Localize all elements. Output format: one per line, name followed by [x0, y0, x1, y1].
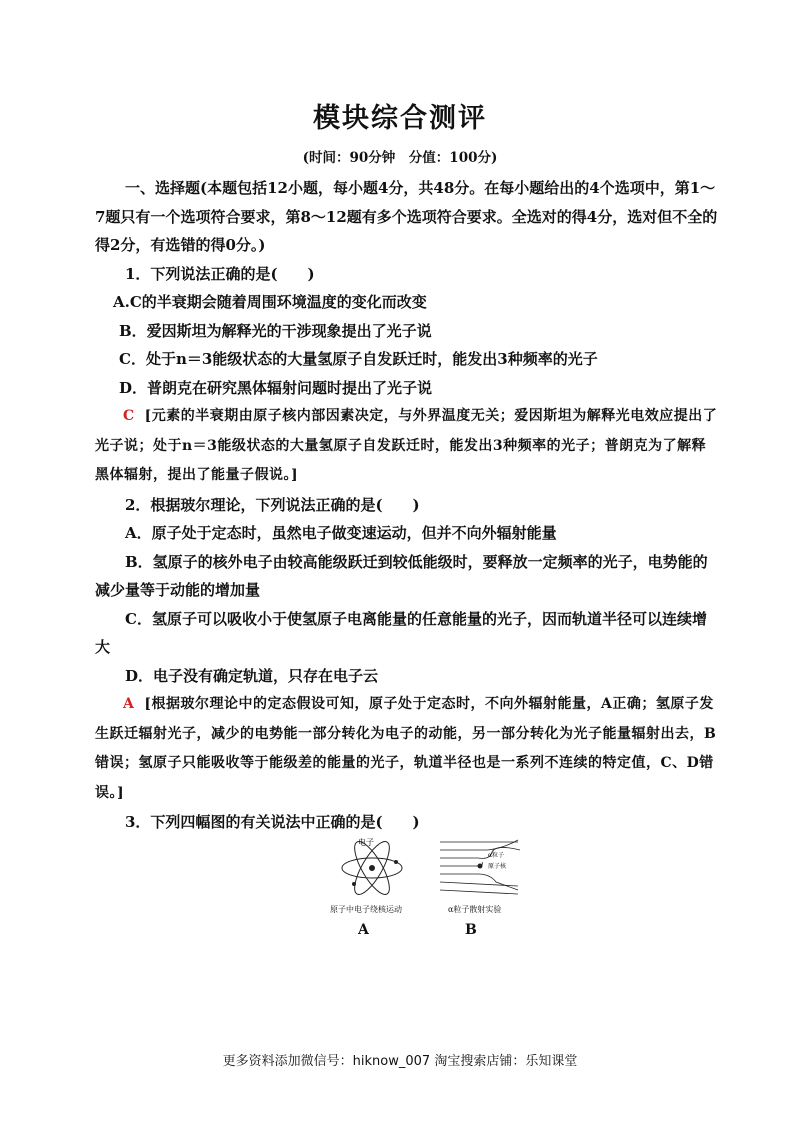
section-intro: 一、选择题(本题包括12小题，每小题4分，共48分。在每小题给出的4个选项中，第1～7题只有一个选项符合要求，第8～12题有多个选项符合要求。全选对的得4分，选对但不全的得2分，有选错的得0分。): [95, 179, 718, 254]
alpha-path: [440, 847, 520, 858]
footer-note: 更多资料添加微信号：hiknow_007 淘宝搜索店铺：乐知课堂: [222, 1054, 578, 1069]
time-score-info: (时间：90分钟 分值：100分): [302, 150, 498, 166]
electron-dot: [394, 860, 398, 864]
page-title: 模块综合测评: [313, 103, 487, 134]
q3-stem: 3．下列四幅图的有关说法中正确的是( ): [125, 813, 420, 831]
q1-option-d: D．普朗克在研究黑体辐射问题时提出了光子说: [119, 378, 433, 397]
alpha-path: [440, 840, 518, 850]
nucleus-dot: [369, 865, 375, 871]
q1-answer: [95, 402, 720, 491]
nucleus-label: 原子核: [488, 863, 507, 870]
q1-explanation: [元素的半衰期由原子核内部因素决定，与外界温度无关；爱因斯坦为解释光电效应提出了光子说；处于n＝3能级状态的大量氢原子自发跃迁时，能发出3种频率的光子；普朗克为了解释黑体辐射，提出了能量子假说。]: [95, 408, 718, 483]
electron-label: 电子: [358, 838, 374, 847]
figure-a-caption: 原子中电子绕核运动: [330, 905, 402, 914]
q1-stem: 1．下列说法正确的是( ): [125, 264, 315, 283]
q2-option-c: C．氢原子可以吸收小于使氢原子电离能量的任意能量的光子，因而轨道半径可以连续增大: [95, 609, 707, 656]
exam-content: [95, 174, 720, 837]
q2-option-b: B．氢原子的核外电子由较高能级跃迁到较低能级时，要释放一定频率的光子，电势能的减少量等于动能的增加量: [95, 552, 708, 599]
alpha-path: [440, 882, 518, 886]
alpha-path: [440, 862, 482, 866]
nucleus-dot: [478, 864, 483, 869]
q2-answer-letter: A: [123, 696, 135, 712]
q1-option-c: C．处于n＝3能级状态的大量氢原子自发跃迁时，能发出3种频率的光子: [119, 350, 598, 368]
figure-b-letter: B: [465, 922, 477, 938]
alpha-scattering-diagram: [438, 836, 522, 898]
q2-option-a: A．原子处于定态时，虽然电子做变速运动，但并不向外辐射能量: [125, 524, 557, 542]
alpha-particle-label: α粒子: [488, 852, 505, 859]
electron-dot: [352, 882, 356, 886]
atom-orbit-diagram: [334, 836, 410, 896]
alpha-path: [440, 874, 518, 890]
figure-b-caption: α粒子散射实验: [448, 905, 502, 914]
alpha-path: [440, 890, 518, 894]
q2-option-d: D．电子没有确定轨道，只存在电子云: [125, 666, 379, 685]
q1-answer-letter: C: [123, 408, 135, 424]
q1-option-b: B．爱因斯坦为解释光的干涉现象提出了光子说: [119, 321, 432, 340]
q1-option-a: A.C的半衰期会随着周围环境温度的变化而改变: [113, 293, 427, 311]
q2-explanation: [根据玻尔理论中的定态假设可知，原子处于定态时，不向外辐射能量，A正确；氢原子发生跃迁辐射光子，减少的电势能一部分转化为电子的动能，另一部分转化为光子能量辐射出去，B错误；氢原子只能吸收等于能级差的能量的光子，轨道半径也是一系列不连续的特定值，C、D错误。]: [95, 696, 717, 801]
figure-a-letter: A: [358, 922, 369, 938]
q2-stem: 2．根据玻尔理论，下列说法正确的是( ): [125, 495, 420, 514]
q3-figures: [320, 832, 540, 942]
q2-answer: [95, 690, 720, 808]
